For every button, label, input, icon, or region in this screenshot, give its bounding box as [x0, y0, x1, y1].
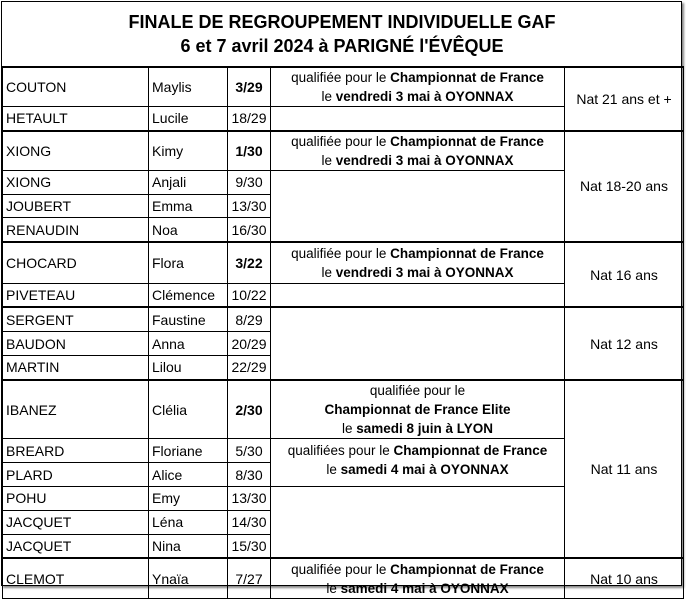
table-row: [3, 131, 684, 171]
rank: 5/30: [228, 439, 271, 463]
last-name: IBANEZ: [3, 380, 149, 439]
first-name: Ynaïa: [149, 558, 228, 598]
qualification-note: qualifiée pour le Championnat de France Elite le samedi 8 juin à LYON: [271, 380, 565, 439]
rank: 2/30: [228, 380, 271, 439]
last-name: MARTIN: [3, 356, 149, 380]
last-name: JACQUET: [3, 534, 149, 558]
last-name: CHOCARD: [3, 242, 149, 283]
last-name: PIVETEAU: [3, 283, 149, 307]
last-name: COUTON: [3, 67, 149, 107]
rank: 13/30: [228, 486, 271, 510]
category-label: Nat 11 ans: [565, 380, 684, 558]
first-name: Clélia: [149, 380, 228, 439]
empty-note: [271, 107, 565, 131]
last-name: RENAUDIN: [3, 218, 149, 242]
first-name: Clémence: [149, 283, 228, 307]
last-name: JOUBERT: [3, 194, 149, 218]
first-name: Emy: [149, 486, 228, 510]
rank: 16/30: [228, 218, 271, 242]
category-label: Nat 21 ans et +: [565, 67, 684, 131]
table-row: [3, 558, 684, 598]
rank: 7/27: [228, 558, 271, 598]
qualification-note: qualifiée pour le Championnat de France le vendredi 3 mai à OYONNAX: [271, 131, 565, 171]
last-name: POHU: [3, 486, 149, 510]
rank: 20/29: [228, 332, 271, 356]
last-name: BREARD: [3, 439, 149, 463]
rank: 15/30: [228, 534, 271, 558]
empty-note: [271, 170, 565, 242]
rank: 8/29: [228, 307, 271, 331]
first-name: Noa: [149, 218, 228, 242]
rank: 18/29: [228, 107, 271, 131]
first-name: Lilou: [149, 356, 228, 380]
last-name: JACQUET: [3, 510, 149, 534]
rank: 3/29: [228, 67, 271, 107]
category-label: Nat 10 ans: [565, 558, 684, 598]
category-label: Nat 18-20 ans: [565, 131, 684, 242]
last-name: XIONG: [3, 170, 149, 194]
first-name: Lucile: [149, 107, 228, 131]
rank: 10/22: [228, 283, 271, 307]
qualification-note: qualifiées pour le Championnat de France le samedi 4 mai à OYONNAX: [271, 439, 565, 487]
rank: 22/29: [228, 356, 271, 380]
first-name: Kimy: [149, 131, 228, 171]
qualification-note: qualifiée pour le Championnat de France le vendredi 3 mai à OYONNAX: [271, 242, 565, 283]
empty-note: [271, 486, 565, 558]
rank: 1/30: [228, 131, 271, 171]
first-name: Faustine: [149, 307, 228, 331]
title-line-1: FINALE DE REGROUPEMENT INDIVIDUELLE GAF: [128, 12, 556, 32]
first-name: Léna: [149, 510, 228, 534]
qualification-note: qualifiée pour le Championnat de France le samedi 4 mai à OYONNAX: [271, 558, 565, 598]
empty-note: [271, 283, 565, 307]
first-name: Emma: [149, 194, 228, 218]
first-name: Anna: [149, 332, 228, 356]
rank: 3/22: [228, 242, 271, 283]
first-name: Anjali: [149, 170, 228, 194]
rank: 13/30: [228, 194, 271, 218]
table-row: [3, 380, 684, 439]
last-name: XIONG: [3, 131, 149, 171]
category-label: Nat 16 ans: [565, 242, 684, 307]
last-name: PLARD: [3, 463, 149, 487]
table-row: [3, 242, 684, 283]
last-name: HETAULT: [3, 107, 149, 131]
table-row: [3, 307, 684, 331]
last-name: BAUDON: [3, 332, 149, 356]
last-name: CLEMOT: [3, 558, 149, 598]
last-name: SERGENT: [3, 307, 149, 331]
empty-note: [271, 307, 565, 379]
rank: 9/30: [228, 170, 271, 194]
category-label: Nat 12 ans: [565, 307, 684, 379]
qualification-note: qualifiée pour le Championnat de France le vendredi 3 mai à OYONNAX: [271, 67, 565, 107]
table-row: [3, 67, 684, 107]
first-name: Floriane: [149, 439, 228, 463]
first-name: Flora: [149, 242, 228, 283]
results-table: [2, 66, 684, 599]
title-line-2: 6 et 7 avril 2024 à PARIGNÉ l'ÉVÊQUE: [180, 36, 504, 56]
first-name: Nina: [149, 534, 228, 558]
rank: 14/30: [228, 510, 271, 534]
rank: 8/30: [228, 463, 271, 487]
first-name: Alice: [149, 463, 228, 487]
first-name: Maylis: [149, 67, 228, 107]
